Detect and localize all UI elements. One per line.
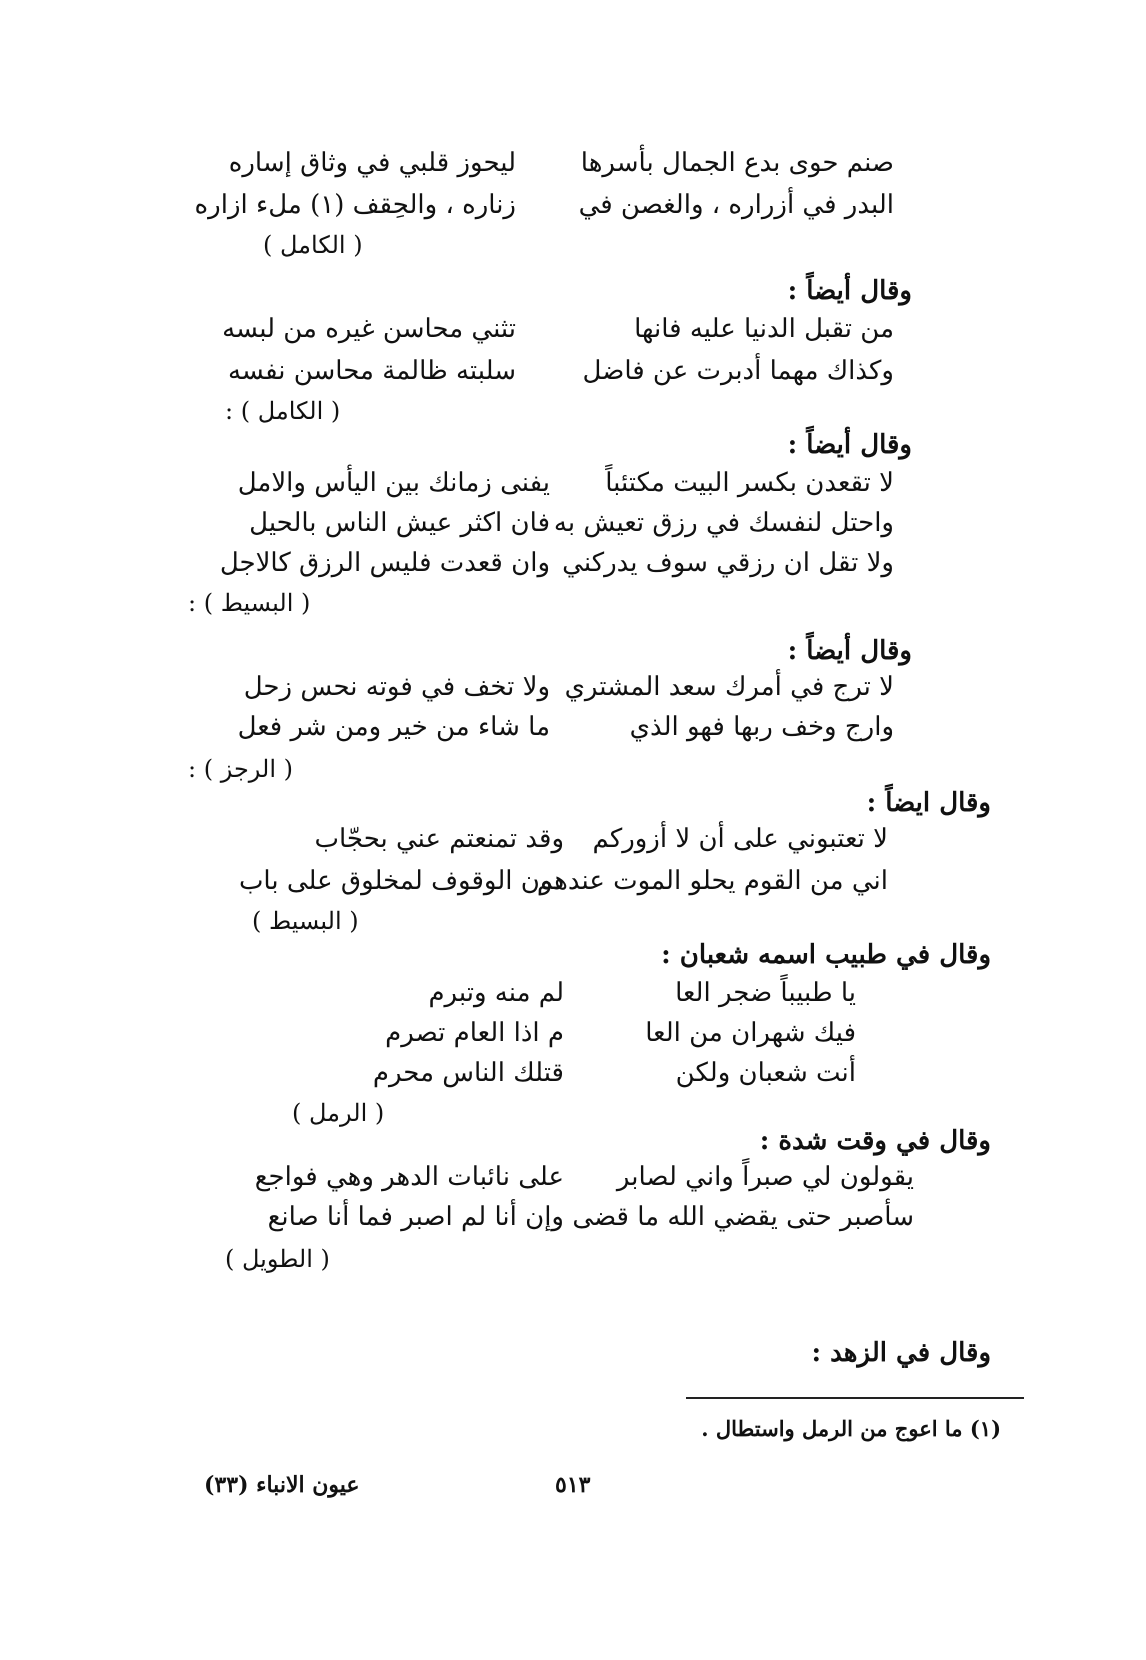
page-number: ٥١٣ (555, 1472, 591, 1498)
meter-label: ( الكامل ) : (225, 397, 341, 425)
verse-second-hemistich: فان اكثر عيش الناس بالحيل (249, 508, 550, 538)
footnote: (١) ما اعوج من الرمل واستطال . (701, 1416, 1001, 1441)
section-intro: وقال ايضاً : (866, 788, 991, 818)
verse-first-hemistich: ولا تقل ان رزقي سوف يدركني (562, 548, 894, 578)
verse-first-hemistich: يقولون لي صبراً واني لصابر (616, 1162, 914, 1192)
verse-second-hemistich: لم منه وتبرم (428, 978, 564, 1008)
section-intro: وقال أيضاً : (787, 276, 912, 306)
verse-first-hemistich: لا ترج في أمرك سعد المشتري (564, 672, 894, 702)
section-intro: وقال في وقت شدة : (759, 1126, 991, 1156)
verse-second-hemistich: وان قعدت فليس الرزق كالاجل (219, 548, 550, 578)
verse-first-hemistich: وكذاك مهما أدبرت عن فاضل (582, 356, 894, 386)
verse-second-hemistich: وإن أنا لم اصبر فما أنا صانع (267, 1202, 564, 1232)
meter-label: ( البسيط ) (252, 907, 359, 935)
verse-first-hemistich: لا تقعدن بكسر البيت مكتئباً (605, 468, 894, 498)
running-title: عيون الانباء (٣٣) (204, 1472, 360, 1498)
verse-first-hemistich: من تقبل الدنيا عليه فانها (634, 314, 894, 344)
section-intro: وقال أيضاً : (787, 430, 912, 460)
verse-second-hemistich: ولا تخف في فوته نحس زحل (243, 672, 550, 702)
verse-first-hemistich: سأصبر حتى يقضي الله ما قضى (572, 1202, 914, 1232)
verse-first-hemistich: أنت شعبان ولكن (675, 1058, 856, 1088)
verse-first-hemistich: يا طبيباً ضجر العا (675, 978, 856, 1008)
verse-second-hemistich: زناره ، والحِقف (١) ملء ازاره (194, 190, 516, 220)
section-intro: وقال في الزهد : (811, 1338, 991, 1368)
verse-second-hemistich: تثني محاسن غيره من لبسه (222, 314, 516, 344)
meter-label: ( الطويل ) (225, 1245, 330, 1273)
meter-label: ( الكامل ) (263, 231, 363, 259)
verse-second-hemistich: م اذا العام تصرم (385, 1018, 564, 1048)
footnote-separator (686, 1397, 1024, 1399)
verse-first-hemistich: فيك شهران من العا (645, 1018, 856, 1048)
verse-second-hemistich: دون الوقوف لمخلوق على باب (238, 866, 564, 896)
section-intro: وقال أيضاً : (787, 636, 912, 666)
verse-first-hemistich: وارج وخف ربها فهو الذي (629, 712, 894, 742)
meter-label: ( البسيط ) : (188, 589, 311, 617)
verse-first-hemistich: اني من القوم يحلو الموت عندهم (536, 866, 888, 896)
section-intro: وقال في طبيب اسمه شعبان : (661, 940, 991, 970)
verse-first-hemistich: البدر في أزراره ، والغصن في (578, 190, 894, 220)
verse-second-hemistich: قتلك الناس محرم (372, 1058, 564, 1088)
verse-first-hemistich: لا تعتبوني على أن لا أزوركم (592, 824, 888, 854)
verse-first-hemistich: صنم حوى بدع الجمال بأسرها (580, 148, 894, 178)
meter-label: ( الرجز ) : (188, 755, 293, 783)
verse-second-hemistich: سلبته ظالمة محاسن نفسه (227, 356, 516, 386)
verse-second-hemistich: يفنى زمانك بين اليأس والامل (237, 468, 550, 498)
meter-label: ( الرمل ) (292, 1099, 385, 1127)
verse-second-hemistich: على نائبات الدهر وهي فواجع (254, 1162, 564, 1192)
verse-second-hemistich: ما شاء من خير ومن شر فعل (237, 712, 550, 742)
verse-second-hemistich: ليحوز قلبي في وثاق إساره (228, 148, 516, 178)
verse-first-hemistich: واحتل لنفسك في رزق تعيش به (553, 508, 894, 538)
verse-second-hemistich: وقد تمنعتم عني بحجّاب (314, 824, 564, 854)
